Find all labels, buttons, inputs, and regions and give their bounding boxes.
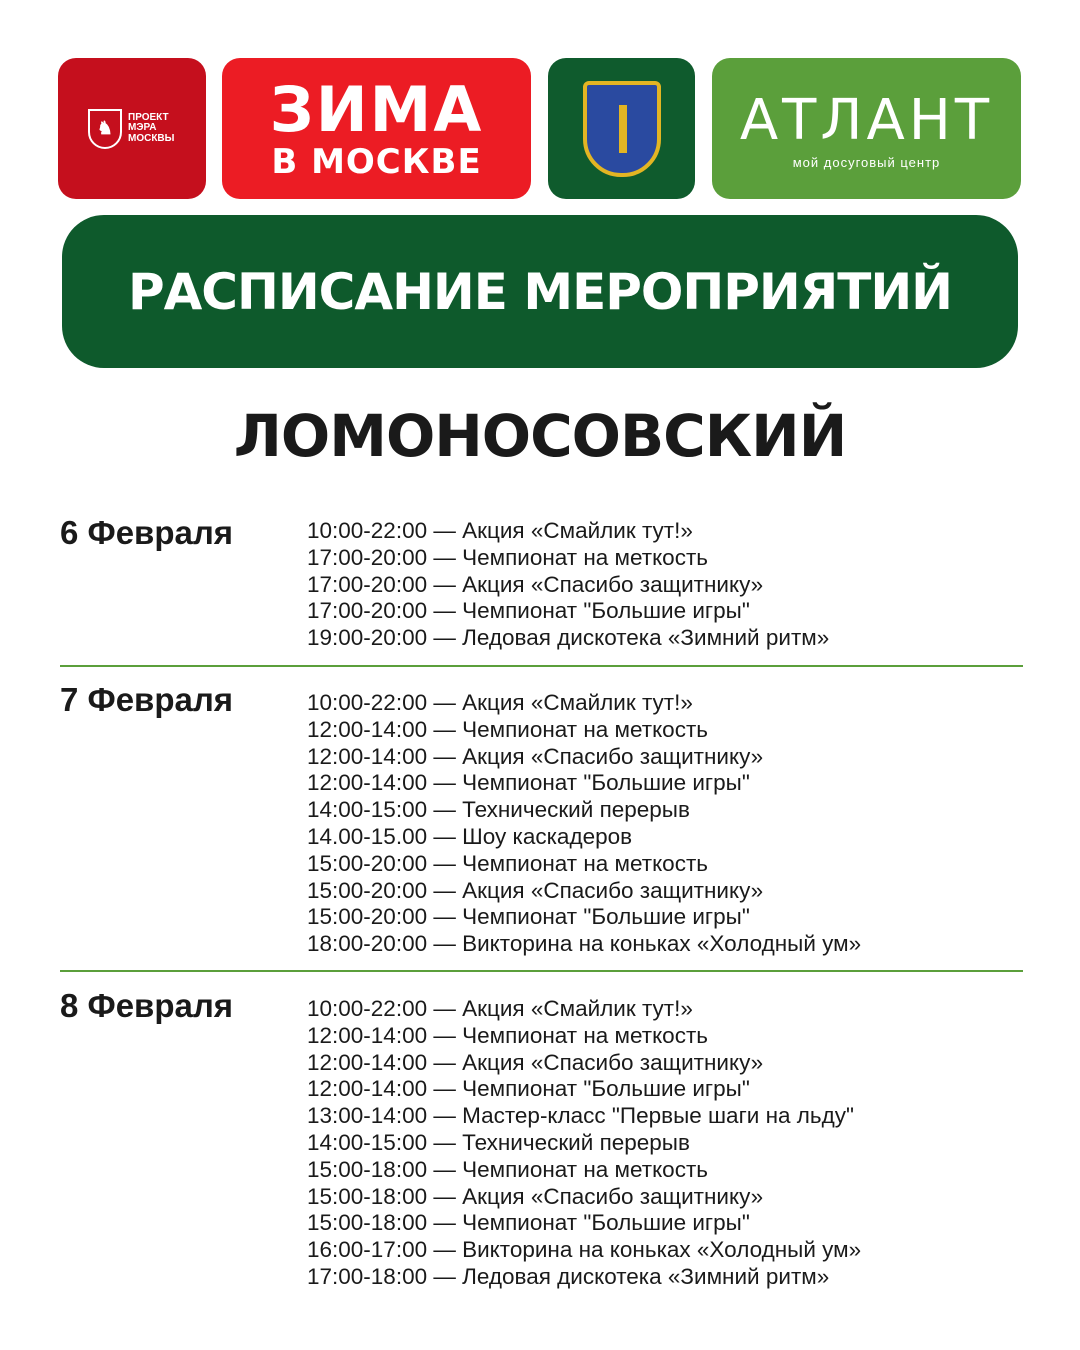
atlant-subtitle: мой досуговый центр	[792, 154, 941, 170]
event-item: 12:00-14:00 — Чемпионат на меткость	[307, 716, 708, 742]
event-item: 10:00-22:00 — Акция «Смайлик тут!»	[307, 518, 693, 543]
event-item: 15:00-18:00 — Чемпионат "Большие игры"	[307, 1210, 750, 1236]
event-item: 16:00-17:00 — Викторина на коньках «Холодный ум»	[307, 1237, 862, 1263]
moscow-emblem-icon: ♞	[88, 109, 122, 149]
event-item: 12:00-14:00 — Чемпионат на меткость	[307, 1022, 708, 1048]
coat-of-arms-icon	[583, 81, 661, 177]
day-date: 8 Февраля	[60, 987, 234, 1024]
event-list	[307, 996, 861, 1291]
event-item: 17:00-20:00 — Чемпионат на меткость	[307, 544, 708, 570]
day-date: 6 Февраля	[60, 514, 234, 551]
event-item: 14:00-15:00 — Технический перерыв	[307, 797, 690, 823]
event-item: 15:00-20:00 — Чемпионат "Большие игры"	[307, 904, 750, 930]
mayor-project-logo	[58, 58, 206, 199]
event-item: 14.00-15.00 — Шоу каскадеров	[307, 823, 633, 849]
atlant-name: АТЛАНТ	[739, 87, 994, 153]
schedule-banner	[62, 215, 1018, 368]
event-item: 13:00-14:00 — Мастер-класс "Первые шаги на льду"	[307, 1103, 854, 1129]
event-item: 14:00-15:00 — Технический перерыв	[307, 1129, 690, 1155]
event-item: 12:00-14:00 — Акция «Спасибо защитнику»	[307, 743, 764, 769]
atlant-logo	[712, 58, 1021, 199]
day-date: 7 Февраля	[60, 681, 234, 718]
event-item: 17:00-20:00 — Акция «Спасибо защитнику»	[307, 571, 764, 597]
event-item: 17:00-18:00 — Ледовая дискотека «Зимний ритм»	[307, 1263, 830, 1289]
event-list	[307, 690, 861, 958]
event-item: 12:00-14:00 — Акция «Спасибо защитнику»	[307, 1049, 764, 1075]
event-item: 12:00-14:00 — Чемпионат "Большие игры"	[307, 1076, 750, 1102]
winter-logo-line2: В МОСКВЕ	[271, 141, 482, 182]
district-title: ЛОМОНОСОВСКИЙ	[233, 402, 847, 470]
banner-title: РАСПИСАНИЕ МЕРОПРИЯТИЙ	[127, 262, 953, 321]
event-item: 19:00-20:00 — Ледовая дискотека «Зимний ритм»	[307, 625, 830, 651]
event-item: 10:00-22:00 — Акция «Смайлик тут!»	[307, 690, 693, 715]
event-item: 10:00-22:00 — Акция «Смайлик тут!»	[307, 996, 693, 1021]
divider	[60, 970, 1023, 972]
mayor-project-text: ПРОЕКТ МЭРА МОСКВЫ	[128, 111, 175, 144]
event-item: 12:00-14:00 — Чемпионат "Большие игры"	[307, 770, 750, 796]
divider	[60, 665, 1023, 667]
event-item: 17:00-20:00 — Чемпионат "Большие игры"	[307, 598, 750, 624]
district-coat-of-arms	[548, 58, 695, 199]
winter-logo-line1: ЗИМА	[269, 72, 484, 146]
event-item: 15:00-20:00 — Акция «Спасибо защитнику»	[307, 877, 764, 903]
winter-in-moscow-logo	[222, 58, 531, 199]
event-item: 18:00-20:00 — Викторина на коньках «Холодный ум»	[307, 931, 862, 957]
event-item: 15:00-20:00 — Чемпионат на меткость	[307, 850, 708, 876]
event-item: 15:00-18:00 — Чемпионат на меткость	[307, 1156, 708, 1182]
event-item: 15:00-18:00 — Акция «Спасибо защитнику»	[307, 1183, 764, 1209]
event-list	[307, 518, 829, 652]
